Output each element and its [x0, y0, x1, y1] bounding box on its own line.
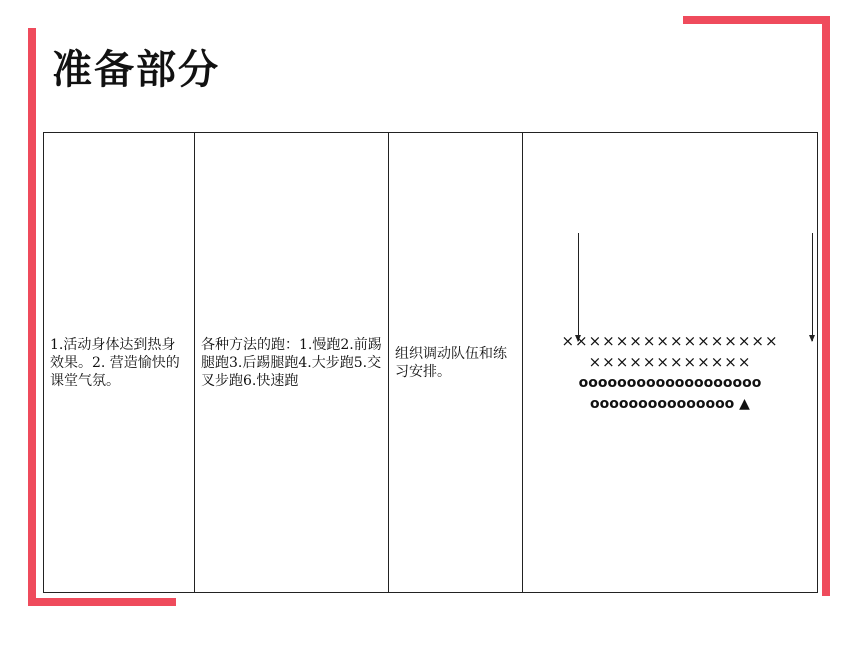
organization-cell: 组织调动队伍和练习安排。: [389, 133, 523, 593]
accent-bar-left: [28, 28, 36, 602]
content-cell: 各种方法的跑：1.慢跑2.前踢腿跑3.后踢腿跑4.大步跑5.交叉步跑6.快速跑: [195, 133, 389, 593]
formation-row-2: ××××××××××××: [588, 353, 752, 371]
page-title: 准备部分: [52, 47, 220, 93]
formation-cell: [523, 133, 818, 593]
formation-row-1: ××××××××××××××××: [561, 332, 779, 350]
lesson-table: [43, 132, 818, 593]
formation-row-3: ooooooooooooooooooo: [578, 375, 762, 391]
objective-cell: 1.活动身体达到热身效果。2. 营造愉快的课堂气氛。: [44, 133, 195, 593]
accent-bar-right: [822, 16, 830, 596]
table-row: [44, 133, 818, 593]
formation-diagram: [523, 133, 817, 592]
accent-bar-top: [683, 16, 830, 24]
arrow-left-icon: [578, 233, 579, 341]
formation-row-4: ooooooooooooooo ▲: [590, 396, 750, 412]
accent-bar-bottom: [28, 598, 176, 606]
arrow-right-icon: [812, 233, 813, 341]
